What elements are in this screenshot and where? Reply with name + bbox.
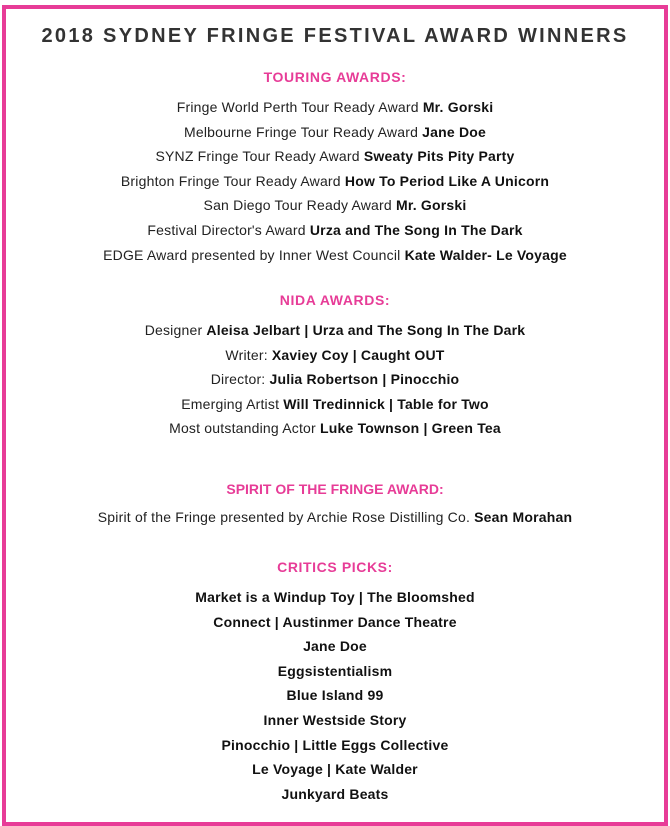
award-winner: Kate Walder- Le Voyage — [404, 246, 567, 263]
list-item — [6, 243, 664, 268]
critics-picks-list — [6, 585, 664, 806]
award-name: Brighton Fringe Tour Ready Award — [120, 172, 341, 189]
list-item — [6, 95, 664, 120]
list-item: Le Voyage | Kate Walder — [252, 761, 418, 778]
list-item: Inner Westside Story — [263, 711, 407, 728]
award-name: San Diego Tour Ready Award — [203, 197, 392, 214]
touring-awards-heading: TOURING AWARDS: — [263, 69, 407, 85]
list-item — [6, 392, 664, 417]
award-winner: Xaviey Coy | Caught OUT — [271, 346, 445, 363]
award-winners-card — [2, 5, 668, 826]
spirit-award-list — [6, 505, 664, 530]
award-name: EDGE Award presented by Inner West Council — [103, 246, 401, 263]
award-winner: Will Tredinnick | Table for Two — [283, 395, 489, 412]
list-item — [6, 416, 664, 441]
award-name: Fringe World Perth Tour Ready Award — [176, 99, 419, 115]
award-winner: Sweaty Pits Pity Party — [363, 148, 515, 165]
list-item — [6, 120, 664, 145]
award-winner: Luke Townson | Green Tea — [320, 420, 501, 437]
award-winner: Julia Robertson | Pinocchio — [269, 371, 460, 388]
list-item: Connect | Austinmer Dance Theatre — [213, 613, 457, 630]
list-item — [6, 343, 664, 368]
award-winner: Aleisa Jelbart | Urza and The Song In The Dark — [206, 322, 526, 338]
nida-awards-heading: NIDA AWARDS: — [279, 292, 391, 308]
award-winner: Sean Morahan — [474, 509, 573, 525]
award-name: Director: — [210, 371, 266, 388]
award-name: Spirit of the Fringe presented by Archie Rose Distilling Co. — [97, 509, 471, 525]
award-name: Melbourne Fringe Tour Ready Award — [183, 123, 419, 140]
page-title: 2018 SYDNEY FRINGE FESTIVAL AWARD WINNERS — [41, 25, 629, 47]
nida-awards-list — [6, 318, 664, 441]
list-item: Market is a Windup Toy | The Bloomshed — [195, 589, 475, 605]
award-name: Emerging Artist — [181, 395, 280, 412]
list-item — [6, 169, 664, 194]
award-winner: Mr. Gorski — [422, 99, 494, 115]
award-name: SYNZ Fringe Tour Ready Award — [155, 148, 360, 165]
touring-awards-list — [6, 95, 664, 267]
award-winner: Jane Doe — [422, 123, 487, 140]
award-winner: Urza and The Song In The Dark — [309, 221, 523, 238]
list-item: Pinocchio | Little Eggs Collective — [221, 736, 449, 753]
award-name: Designer — [144, 322, 203, 338]
list-item — [6, 367, 664, 392]
list-item: Junkyard Beats — [281, 785, 389, 802]
award-winner: How To Period Like A Unicorn — [344, 172, 550, 189]
spirit-award-heading: SPIRIT OF THE FRINGE AWARD: — [226, 481, 444, 497]
list-item: Jane Doe — [303, 638, 367, 655]
list-item — [6, 193, 664, 218]
award-name: Most outstanding Actor — [169, 420, 316, 437]
award-name: Writer: — [225, 346, 268, 363]
award-name: Festival Director's Award — [147, 221, 306, 238]
award-winner: Mr. Gorski — [395, 197, 467, 214]
critics-picks-heading: CRITICS PICKS: — [277, 559, 393, 575]
list-item — [6, 505, 664, 530]
list-item — [6, 218, 664, 243]
list-item — [6, 144, 664, 169]
list-item: Eggsistentialism — [277, 662, 393, 679]
list-item: Blue Island 99 — [286, 687, 384, 704]
list-item — [6, 318, 664, 343]
